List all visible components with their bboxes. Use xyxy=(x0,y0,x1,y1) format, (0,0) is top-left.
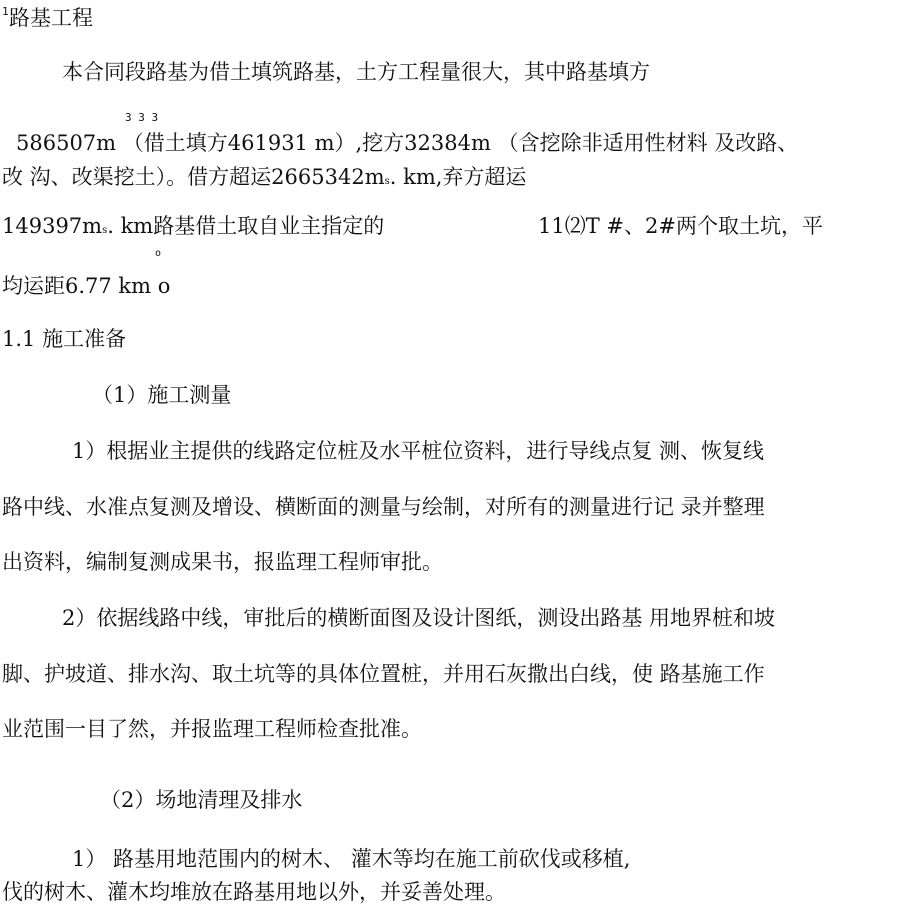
sub1-item1-line-3: 出资料，编制复测成果书，报监理工程师审批。 xyxy=(2,550,443,574)
sub1-item2-line-3: 业范围一目了然，并报监理工程师检查批准。 xyxy=(2,717,422,741)
intro-line-2: 586507m （借土填方461931 m）,挖方32384m （含挖除非适用性材料 及改路、 xyxy=(16,131,799,155)
intro-line-4: 149397ms. km路基借土取自业主指定的 xyxy=(2,214,385,238)
intro-line-3: 改 沟、改渠挖土）。借方超运2665342ms. km,弃方超运 xyxy=(2,165,527,189)
intro-line-1: 本合同段路基为借土填筑路基，土方工程量很大，其中路基填方 xyxy=(62,60,650,84)
sub2-title: （2）场地清理及排水 xyxy=(100,788,303,812)
sub1-item2-line-1: 2）依据线路中线，审批后的横断面图及设计图纸，测设出路基 用地界桩和坡 xyxy=(62,606,776,630)
sub1-item2-line-2: 脚、护坡道、排水沟、取土坑等的具体位置桩，并用石灰撒出白线，使 路基施工作 xyxy=(2,662,765,686)
intro-line-4-end: 11⑵T #、2#两个取土坑，平 xyxy=(538,214,823,238)
heading-title: 路基工程 xyxy=(9,6,93,30)
section-1-1-title: 1.1 施工准备 xyxy=(2,327,127,351)
sub1-item1-line-2: 路中线、水准点复测及增设、横断面的测量与绘制，对所有的测量进行记 录并整理 xyxy=(2,495,765,519)
heading-number: 1 xyxy=(2,5,9,18)
sub2-item1-line-2: 伐的树木、灌木均堆放在路基用地以外，并妥善处理。 xyxy=(2,880,506,904)
intro-line-5: 均运距6.77 km o xyxy=(2,274,171,298)
intro-dot: o xyxy=(155,248,162,259)
sub2-item1-line-1: 1） 路基用地范围内的树木、 灌木等均在施工前砍伐或移植, xyxy=(72,847,631,871)
sub1-title: （1）施工测量 xyxy=(92,383,232,407)
sub1-item1-line-1: 1）根据业主提供的线路定位桩及水平桩位资料，进行导线点复 测、恢复线 xyxy=(72,439,765,463)
intro-superscripts: 3 3 3 xyxy=(125,111,159,124)
